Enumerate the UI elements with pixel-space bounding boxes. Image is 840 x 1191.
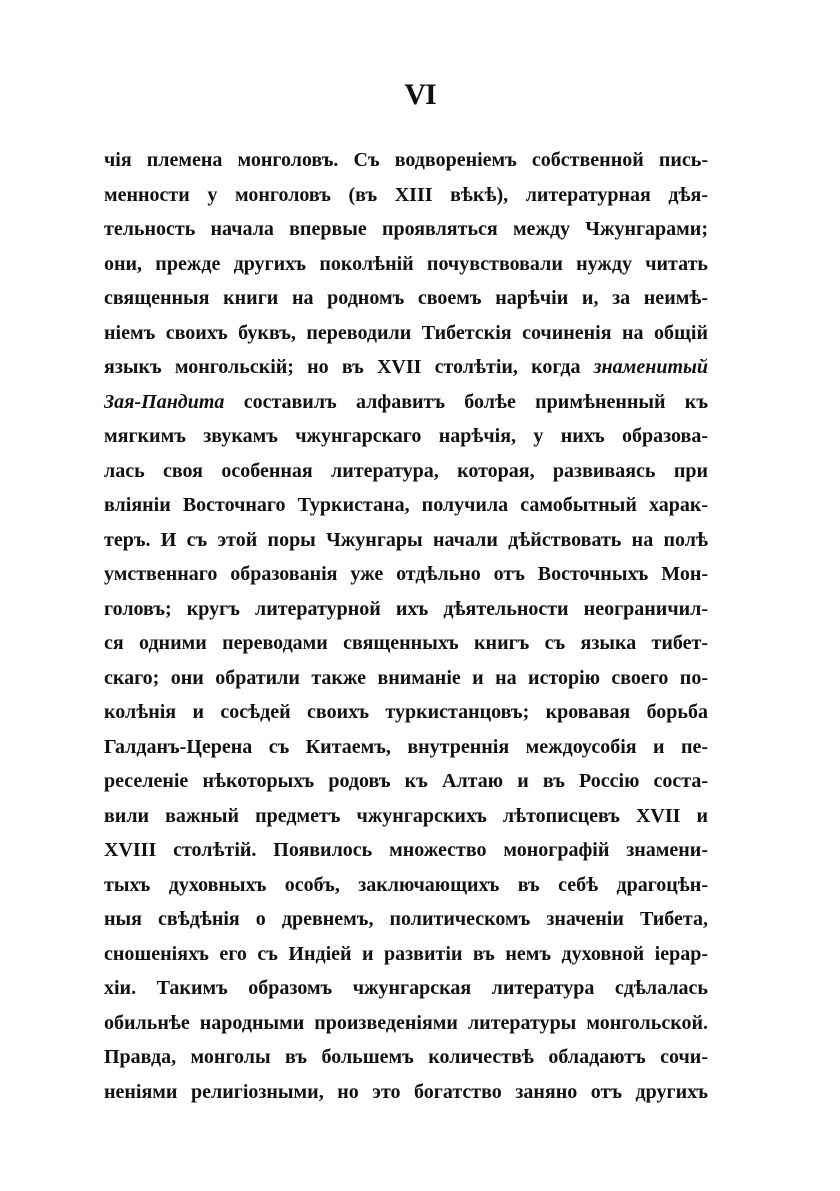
text-line: Правда, монголы въ большемъ количествѣ обладаютъ сочи- [104,1046,708,1068]
text-line: менности у монголовъ (въ XIII вѣкѣ), литературная дѣя- [104,183,708,206]
text-line: головъ; кругъ литературной ихъ дѣятельности неограничил- [104,597,708,620]
text-line: теръ. И съ этой поры Чжунгары начали дѣйствовать на полѣ [104,528,708,551]
text-line: ніемъ своихъ буквъ, переводили Тибетскія сочиненія на общій [104,321,708,344]
text-line: хіи. Такимъ образомъ чжунгарская литература сдѣлалась [104,977,708,999]
text-segment: языкъ монгольскій; но въ XVII столѣтіи, когда [104,356,581,378]
text-line: они, прежде другихъ поколѣній почувствовали нужду читать [104,252,708,275]
text-line: тельность начала впервые проявляться между Чжунгарами; [104,218,708,240]
text-line: вили важный предметъ чжунгарскихъ лѣтописцевъ XVII и [104,804,708,827]
text-line: колѣнія и сосѣдей своихъ туркистанцовъ; кровавая борьба [104,701,708,723]
text-line: Галданъ-Церена съ Китаемъ, внутреннія междоусобія и пе- [104,735,708,758]
text-line: вліяніи Восточнаго Туркистана, получила самобытный харак- [104,494,708,516]
text-line: сношеніяхъ его съ Индіей и развитіи въ немъ духовной іерар- [104,942,708,965]
text-line: обильнѣе народными произведеніями литературы монгольской. [104,1011,708,1034]
italic-name: знаменитый [593,356,709,378]
text-line: священныя книги на родномъ своемъ нарѣчіи и, за неимѣ- [104,287,708,309]
body-text [104,143,708,1109]
text-line: лась своя особенная литература, которая, развиваясь при [104,459,708,482]
text-line: чія племена монголовъ. Съ водвореніемъ собственной пись- [104,149,708,171]
text-line: ся одними переводами священныхъ книгъ съ языка тибет- [104,632,708,654]
text-line: неніями религіозными, но это богатство заняно отъ другихъ [104,1080,708,1103]
page-number: VI [404,78,436,111]
text-line: XVIII столѣтій. Появилось множество монографій знамени- [104,839,708,861]
text-line: мягкимъ звукамъ чжунгарскаго нарѣчія, у нихъ образова- [104,425,708,447]
text-line: ныя свѣдѣнія о древнемъ, политическомъ значеніи Тибета, [104,908,708,930]
text-segment: составилъ алфавитъ болѣе примѣненный къ [243,390,708,413]
text-line: тыхъ духовныхъ особъ, заключающихъ въ себѣ драгоцѣн- [104,873,708,896]
text-line: реселеніе нѣкоторыхъ родовъ къ Алтаю и въ Россію соста- [104,770,708,792]
text-line: скаго; они обратили также вниманіе и на исторію своего по- [104,666,708,689]
text-line [104,350,708,385]
italic-name: Зая-Пандита [104,390,225,413]
text-line: умственнаго образованія уже отдѣльно отъ Восточныхъ Мон- [104,563,708,585]
text-line [104,385,708,420]
